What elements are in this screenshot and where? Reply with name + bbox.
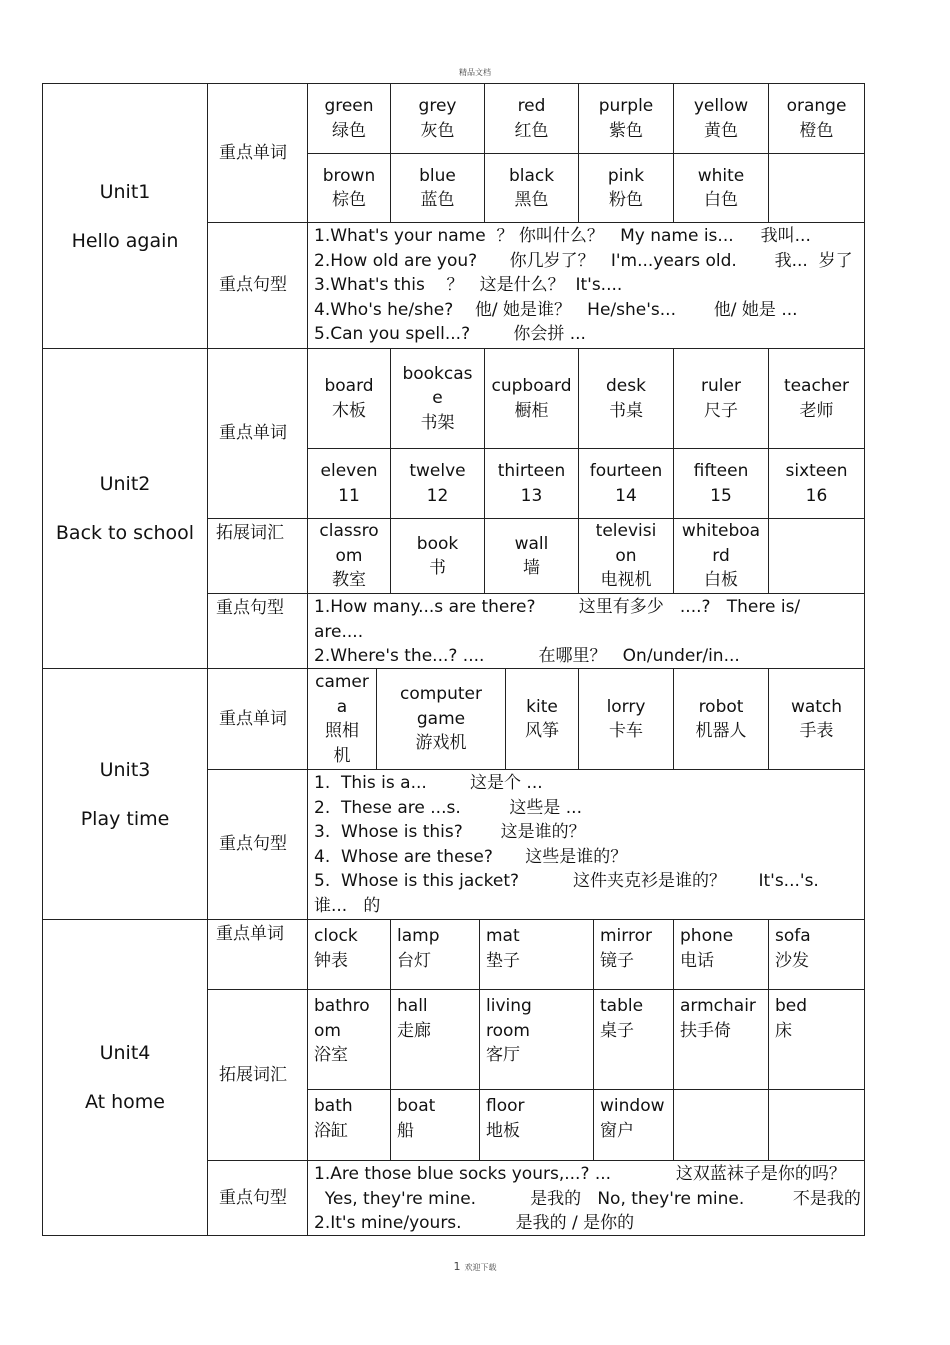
cell-text: green	[324, 96, 374, 116]
extension-word-cell	[307, 1089, 391, 1161]
cell-text: 15	[710, 485, 732, 506]
cell-text: blue	[419, 165, 456, 186]
cell-text: table	[600, 996, 644, 1016]
cell-text: 镜子	[600, 950, 634, 971]
word-cell	[390, 83, 485, 154]
extension-word-cell	[593, 1089, 674, 1161]
cell-text: 扶手倚	[680, 1020, 731, 1041]
empty-cell	[768, 1089, 865, 1161]
cell-text: white	[697, 165, 745, 186]
cell-text: sixteen	[785, 461, 848, 481]
word-cell	[593, 919, 674, 990]
cell-text: eleven	[320, 461, 378, 481]
section-label-text: 重点句型	[216, 598, 284, 618]
extension-word-cell	[578, 518, 674, 594]
unit-title-cell	[42, 83, 208, 349]
cell-text: computer	[400, 684, 482, 705]
cell-text: hall	[397, 996, 428, 1016]
cell-text: pink	[607, 165, 645, 186]
empty-cell	[768, 518, 865, 594]
cell-text: teacher	[783, 376, 850, 396]
extension-word-cell	[390, 518, 485, 594]
sentence-line: 4.Who's he/she? 他/ 她是谁？ He/she's... 他/ 她是 ...	[314, 299, 798, 320]
section-label-text: 拓展词汇	[219, 1064, 287, 1085]
cell-text: 电视机	[600, 570, 652, 591]
cell-text: 电话	[680, 950, 714, 971]
cell-text: e	[432, 388, 443, 409]
word-cell	[307, 83, 391, 154]
cell-text: clock	[314, 926, 358, 946]
cell-text: purple	[598, 96, 654, 116]
page-footer	[0, 1260, 950, 1273]
word-cell	[307, 448, 391, 519]
extension-word-cell	[307, 989, 391, 1090]
section-label	[207, 1160, 308, 1236]
section-label-text: 拓展词汇	[216, 523, 284, 543]
word-cell	[578, 448, 674, 519]
word-cell	[484, 83, 579, 154]
word-cell	[390, 153, 485, 223]
word-cell	[484, 448, 579, 519]
extension-word-cell	[307, 518, 391, 594]
sentence-line: 1.Are those blue socks yours,...? ... 这双蓝袜子是你的吗？	[314, 1164, 846, 1184]
section-label	[207, 83, 308, 223]
unit-number: Unit2	[99, 473, 151, 495]
cell-text: 机	[333, 745, 351, 766]
cell-text: 船	[397, 1120, 414, 1141]
word-cell	[390, 448, 485, 519]
cell-text: televisi	[595, 521, 657, 542]
word-cell	[673, 919, 769, 990]
unit-number: Unit1	[99, 180, 151, 203]
cell-text: twelve	[409, 461, 466, 481]
cell-text: whiteboa	[681, 521, 761, 542]
unit-title: At home	[84, 1091, 166, 1113]
extension-word-cell	[768, 989, 865, 1090]
word-cell	[578, 83, 674, 154]
cell-text: om	[314, 1020, 341, 1041]
word-cell	[307, 153, 391, 223]
word-cell	[578, 153, 674, 223]
sentence-patterns-cell	[307, 593, 865, 669]
section-label	[207, 518, 308, 594]
cell-text: 蓝色	[420, 190, 455, 210]
cell-text: 黄色	[704, 120, 738, 141]
cell-text: 绿色	[332, 120, 366, 141]
extension-word-cell	[593, 989, 674, 1090]
sentence-line: are....	[314, 621, 364, 642]
cell-text: fifteen	[693, 461, 749, 481]
cell-text: on	[615, 545, 637, 566]
cell-text: ruler	[701, 376, 741, 396]
word-cell	[390, 919, 480, 990]
extension-word-cell	[673, 518, 769, 594]
section-label-text: 重点单词	[219, 708, 287, 729]
cell-text: wall	[514, 533, 549, 554]
cell-text: book	[416, 533, 459, 554]
word-cell	[768, 919, 865, 990]
cell-text: 紫色	[609, 120, 643, 141]
sentence-line: 4. Whose are these? 这些是谁的？	[314, 846, 628, 867]
section-label	[207, 769, 308, 920]
cell-text: living	[486, 996, 532, 1016]
cell-text: desk	[606, 376, 646, 396]
unit-title-cell	[42, 348, 208, 669]
word-cell	[768, 448, 865, 519]
cell-text: lamp	[397, 926, 440, 946]
cell-text: 走廊	[397, 1020, 431, 1041]
word-cell	[673, 668, 769, 770]
cell-text: 浴室	[314, 1045, 348, 1065]
cell-text: room	[486, 1020, 530, 1041]
cell-text: kite	[526, 696, 558, 717]
sentence-line: Yes, they're mine. 是我的 No, they're mine. 不是我的	[314, 1188, 861, 1209]
cell-text: om	[335, 545, 363, 566]
cell-text: 沙发	[775, 950, 809, 971]
word-cell	[768, 668, 865, 770]
sentence-line: 2.How old are you? 你几岁了？ I'm...years old. 我... 岁了	[314, 250, 853, 271]
cell-text: rd	[712, 545, 730, 566]
cell-text: 钟表	[314, 950, 348, 971]
extension-word-cell	[484, 518, 579, 594]
cell-text: bath	[314, 1096, 353, 1116]
cell-text: cupboard	[491, 376, 572, 396]
extension-word-cell	[479, 1089, 594, 1161]
sentence-line: 1. This is a... 这是个 ...	[314, 773, 543, 793]
section-label	[207, 668, 308, 770]
cell-text: 台灯	[397, 950, 431, 971]
sentence-line: 3. Whose is this? 这是谁的？	[314, 822, 586, 842]
cell-text: black	[508, 165, 555, 186]
sentence-line: 1.How many...s are there? 这里有多少 ....? There is/	[314, 597, 801, 617]
unit-title: Play time	[80, 807, 170, 830]
word-cell	[307, 348, 391, 449]
cell-text: camer	[315, 672, 369, 692]
sentence-patterns-cell	[307, 1160, 865, 1236]
cell-text: phone	[680, 926, 734, 946]
cell-text: game	[416, 708, 466, 729]
word-cell	[484, 348, 579, 449]
cell-text: armchair	[680, 996, 756, 1016]
sentence-line: 5. Whose is this jacket? 这件夹克衫是谁的？ It's...'s.	[314, 871, 819, 891]
page-header: 精品文档	[459, 68, 491, 77]
sentence-line: 3.What's this ？ 这是什么？ It's....	[314, 275, 623, 295]
section-label-text: 重点单词	[216, 924, 284, 944]
word-cell	[673, 448, 769, 519]
word-cell	[768, 348, 865, 449]
section-label-text: 重点句型	[219, 834, 287, 855]
word-cell	[578, 348, 674, 449]
cell-text: robot	[698, 696, 744, 717]
cell-text: mat	[486, 926, 520, 946]
cell-text: 橙色	[799, 120, 834, 141]
unit-title: Hello again	[71, 229, 179, 252]
sentence-line: 5.Can you spell...? 你会拼 ...	[314, 324, 586, 344]
cell-text: 黑色	[514, 190, 549, 210]
word-cell	[307, 668, 377, 770]
cell-text: board	[324, 376, 374, 396]
cell-text: orange	[786, 96, 847, 116]
cell-text: window	[600, 1096, 665, 1116]
word-cell	[673, 348, 769, 449]
page-number: 1	[453, 1260, 461, 1273]
footer-text: 欢迎下载	[464, 1263, 497, 1272]
section-label	[207, 989, 308, 1161]
section-label-text: 重点句型	[219, 275, 287, 296]
unit-number: Unit4	[99, 1042, 151, 1064]
cell-text: 棕色	[332, 190, 366, 210]
cell-text: 白色	[704, 190, 738, 210]
cell-text: 粉色	[609, 190, 643, 210]
cell-text: 老师	[799, 400, 834, 421]
cell-text: 墙	[523, 558, 540, 578]
cell-text: mirror	[600, 926, 652, 946]
cell-text: 14	[615, 485, 637, 506]
cell-text: 尺子	[704, 400, 738, 421]
cell-text: 书桌	[609, 400, 643, 421]
extension-word-cell	[390, 989, 480, 1090]
cell-text: 12	[426, 485, 449, 506]
cell-text: 书架	[420, 412, 455, 433]
word-cell	[479, 919, 594, 990]
cell-text: 16	[805, 485, 828, 506]
extension-word-cell	[673, 989, 769, 1090]
sentence-patterns-cell	[307, 769, 865, 920]
cell-text: 游戏机	[415, 733, 467, 754]
section-label	[207, 348, 308, 519]
unit-number: Unit3	[99, 758, 151, 781]
sentence-line: 2. These are ...s. 这些是 ...	[314, 797, 582, 818]
sentence-patterns-cell	[307, 222, 865, 349]
section-label-text: 重点单词	[219, 142, 287, 163]
word-cell	[578, 668, 674, 770]
cell-text: classro	[319, 521, 379, 542]
cell-text: 卡车	[609, 721, 643, 741]
word-cell	[484, 153, 579, 223]
cell-text: boat	[397, 1096, 436, 1116]
cell-text: sofa	[775, 926, 811, 946]
cell-text: lorry	[606, 696, 646, 717]
sentence-line: 2.Where's the...? .... 在哪里？ On/under/in...	[314, 646, 740, 666]
section-label-text: 重点句型	[219, 1187, 287, 1208]
word-cell	[505, 668, 579, 770]
cell-text: bed	[775, 996, 808, 1016]
word-cell	[376, 668, 506, 770]
sentence-line: 2.It's mine/yours. 是我的 / 是你的	[314, 1213, 635, 1233]
cell-text: brown	[322, 165, 376, 186]
cell-text: 浴缸	[314, 1120, 348, 1141]
cell-text: 客厅	[486, 1045, 520, 1065]
cell-text: a	[336, 696, 348, 717]
word-cell	[673, 153, 769, 223]
cell-text: 灰色	[420, 120, 455, 141]
cell-text: 手表	[799, 721, 834, 741]
cell-text: 11	[338, 485, 360, 506]
empty-cell	[768, 153, 865, 223]
word-cell	[390, 348, 485, 449]
cell-text: yellow	[693, 96, 749, 116]
cell-text: thirteen	[497, 461, 566, 481]
cell-text: watch	[790, 696, 843, 717]
cell-text: 桌子	[600, 1020, 634, 1041]
extension-word-cell	[479, 989, 594, 1090]
section-label	[207, 919, 308, 990]
empty-cell	[673, 1089, 769, 1161]
cell-text: 机器人	[695, 721, 747, 741]
cell-text: fourteen	[589, 461, 663, 481]
unit-title-cell	[42, 668, 208, 920]
cell-text: 地板	[486, 1120, 520, 1141]
word-cell	[768, 83, 865, 154]
cell-text: bookcas	[402, 363, 473, 384]
cell-text: 照相	[325, 721, 359, 741]
cell-text: red	[517, 96, 546, 116]
cell-text: 书	[429, 558, 446, 578]
word-cell	[673, 83, 769, 154]
section-label-text: 重点单词	[219, 423, 287, 444]
cell-text: 木板	[332, 400, 366, 421]
sentence-line: 谁... 的	[314, 895, 381, 916]
cell-text: 白板	[704, 570, 738, 591]
cell-text: 橱柜	[514, 400, 549, 421]
cell-text: 窗户	[600, 1120, 634, 1141]
extension-word-cell	[390, 1089, 480, 1161]
sentence-line: 1.What's your name ？ 你叫什么？ My name is... 我叫...	[314, 226, 811, 246]
cell-text: 13	[520, 485, 543, 506]
cell-text: bathro	[314, 996, 370, 1016]
unit-title-cell	[42, 919, 208, 1236]
cell-text: 风筝	[525, 721, 559, 741]
section-label	[207, 593, 308, 669]
cell-text: floor	[486, 1096, 525, 1116]
cell-text: 垫子	[486, 950, 520, 971]
cell-text: 床	[775, 1020, 792, 1041]
cell-text: grey	[418, 96, 457, 116]
unit-title: Back to school	[55, 522, 195, 544]
section-label	[207, 222, 308, 349]
word-cell	[307, 919, 391, 990]
cell-text: 红色	[514, 120, 549, 141]
cell-text: 教室	[332, 570, 366, 591]
